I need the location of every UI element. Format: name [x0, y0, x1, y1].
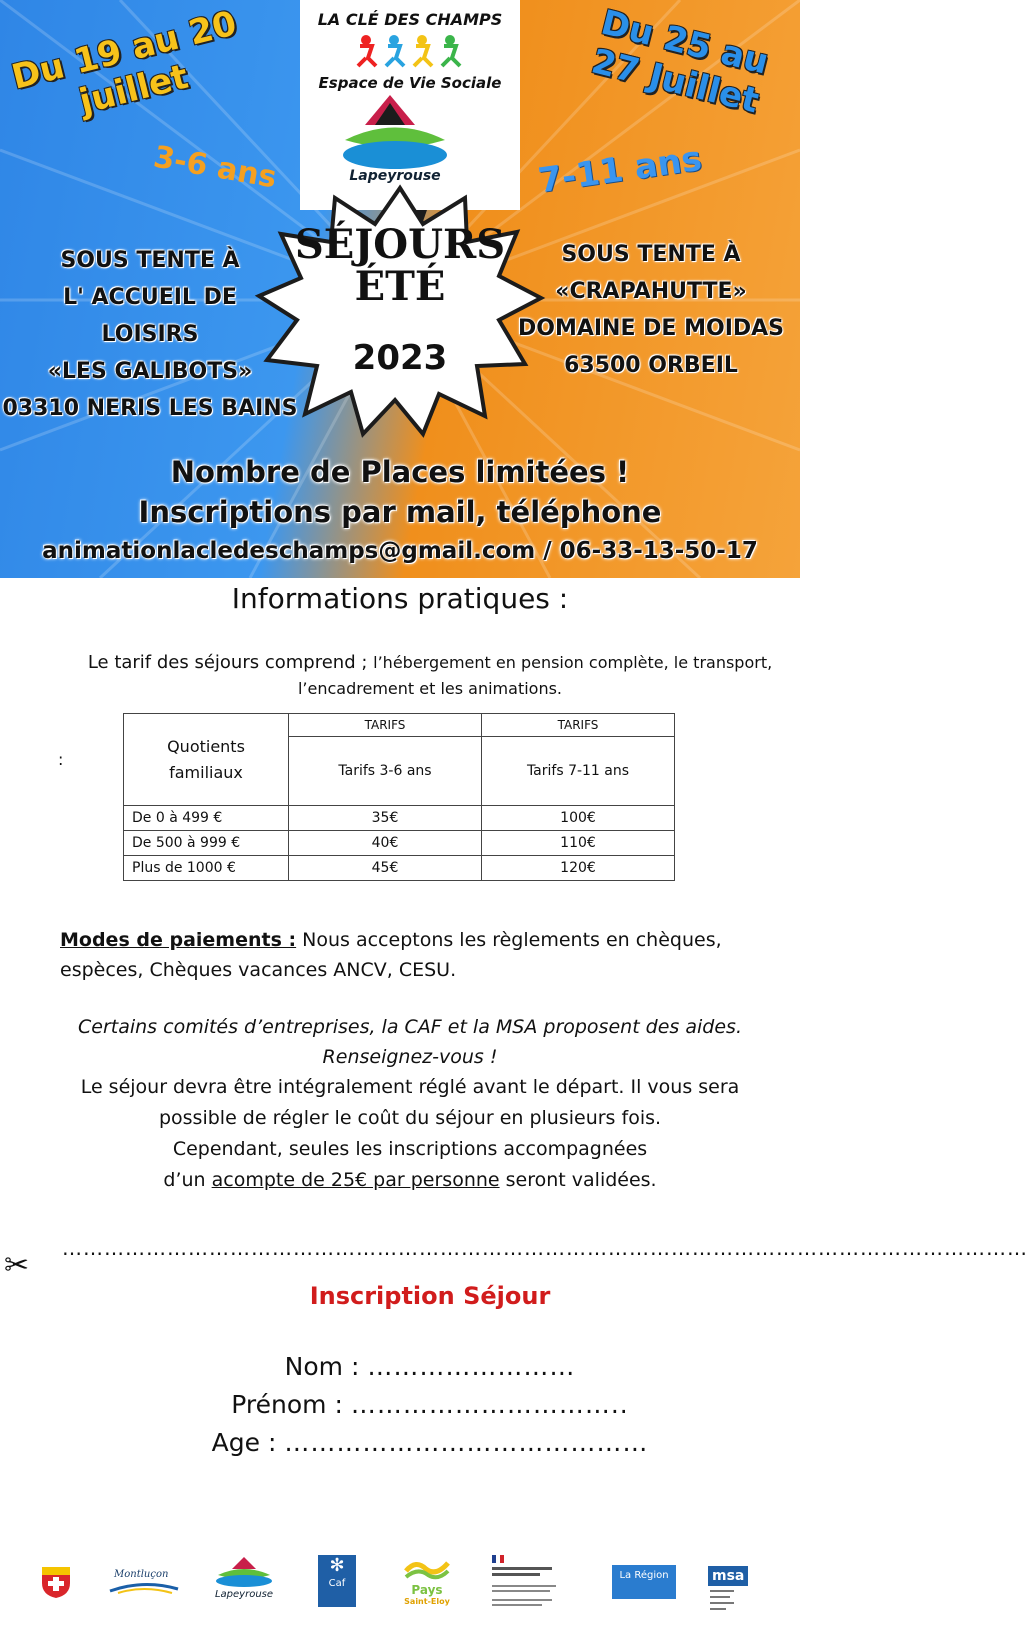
- info-title: Informations pratiques :: [231, 582, 569, 615]
- stay-year: 2023: [352, 338, 448, 378]
- registration-notice: Inscriptions par mail, téléphone: [138, 495, 662, 529]
- row-price-3-6: 35€: [289, 806, 482, 831]
- tarif-intro: [60, 650, 800, 702]
- payment-text: Nous acceptons les règlements en chèques, espèces, Chèques vacances ANCV, CESU.: [60, 929, 722, 981]
- coat-of-arms-icon: [40, 1565, 72, 1599]
- terms-part: d’un: [163, 1169, 212, 1191]
- lapeyrouse-partner-logo: [212, 1555, 276, 1603]
- limited-places-notice: Nombre de Places limitées !: [170, 455, 630, 489]
- location-left-line: LOISIRS: [101, 322, 199, 347]
- header-tarifs-1: TARIFS: [289, 714, 482, 737]
- academie-logo-icon: [492, 1555, 564, 1611]
- age-blank[interactable]: ……………………………………: [284, 1428, 649, 1457]
- row-price-7-11: 110€: [482, 831, 675, 856]
- montlucon-logo-text: Montluçon: [114, 1569, 169, 1580]
- tarif-intro-lead: Le tarif des séjours comprend ;: [87, 652, 374, 673]
- stay-title-line2: ÉTÉ: [354, 263, 446, 310]
- children-logo-icon: [352, 32, 472, 70]
- subheader-7-11: Tarifs 7-11 ans: [482, 737, 675, 806]
- row-price-7-11: 120€: [482, 856, 675, 881]
- event-banner: [0, 0, 800, 578]
- row-price-3-6: 40€: [289, 831, 482, 856]
- header-quotients: Quotients familiaux: [124, 714, 289, 806]
- location-right-line: SOUS TENTE À: [561, 242, 741, 267]
- age-label: Age :: [211, 1428, 285, 1457]
- scissors-icon: ✂: [4, 1248, 30, 1283]
- region-logo: [612, 1565, 676, 1599]
- row-range: De 500 à 999 €: [124, 831, 289, 856]
- pays-sub-text: Saint-Eloy: [404, 1597, 450, 1606]
- age-range-right: 7-11 ans: [535, 138, 705, 202]
- financial-aid-note: [20, 1012, 800, 1072]
- nom-label: Nom :: [284, 1352, 368, 1381]
- lapeyrouse-wordmark: Lapeyrouse: [349, 168, 441, 184]
- caf-logo: [318, 1555, 356, 1607]
- location-right-line: «CRAPAHUTTE»: [555, 279, 747, 304]
- location-right-line: DOMAINE DE MOIDAS: [517, 316, 785, 341]
- stray-colon: :: [58, 750, 64, 769]
- tarif-intro-rest: l’hébergement en pension complète, le transport,: [373, 653, 773, 672]
- prenom-label: Prénom :: [231, 1390, 351, 1419]
- payment-methods: [60, 925, 760, 985]
- contact-line: animationlacledeschamps@gmail.com / 06-33-13-50-17: [42, 538, 758, 564]
- payment-label: Modes de paiements :: [60, 929, 297, 951]
- lapeyrouse-partner-text: Lapeyrouse: [214, 1589, 274, 1600]
- pays-saint-eloy-logo: [404, 1557, 450, 1609]
- pays-saint-eloy-icon: [404, 1557, 450, 1579]
- registration-form-title: Inscription Séjour: [309, 1282, 551, 1310]
- montlucon-logo: [108, 1567, 180, 1597]
- table-row: [124, 806, 675, 831]
- msa-logo: [708, 1565, 770, 1599]
- age-field[interactable]: [0, 1428, 860, 1457]
- region-logo-text: La Région: [619, 1570, 669, 1581]
- caf-snowflake-icon: ✻: [329, 1555, 345, 1576]
- location-left-line: L' ACCUEIL DE: [63, 285, 237, 310]
- stay-title-line1: SÉJOURS: [294, 221, 506, 268]
- subheader-3-6: Tarifs 3-6 ans: [289, 737, 482, 806]
- deposit-amount: acompte de 25€ par personne: [211, 1169, 500, 1191]
- date-left: Du 19 au 20 juillet: [7, 3, 241, 123]
- nom-blank[interactable]: ……………………: [367, 1352, 576, 1381]
- terms-line: Cependant, seules les inscriptions accompagnées: [172, 1138, 648, 1160]
- organization-subtitle: Espace de Vie Sociale: [318, 74, 502, 92]
- row-range: De 0 à 499 €: [124, 806, 289, 831]
- payment-terms: [20, 1072, 800, 1196]
- location-left-line: SOUS TENTE À: [60, 248, 240, 273]
- prenom-field[interactable]: [0, 1390, 860, 1419]
- msa-lines-icon: [708, 1586, 738, 1612]
- table-row: [124, 856, 675, 881]
- header-tarifs-2: TARIFS: [482, 714, 675, 737]
- row-price-7-11: 100€: [482, 806, 675, 831]
- aid-line: Certains comités d’entreprises, la CAF et la MSA proposent des aides.: [78, 1016, 742, 1038]
- partner-logos: [0, 1555, 800, 1625]
- terms-line: possible de régler le coût du séjour en plusieurs fois.: [158, 1107, 662, 1129]
- terms-part: seront validées.: [499, 1169, 657, 1191]
- lapeyrouse-small-logo-icon: [212, 1555, 276, 1589]
- price-table: [123, 713, 675, 881]
- stay-title: [265, 221, 535, 310]
- terms-line: Le séjour devra être intégralement réglé avant le départ. Il vous sera: [80, 1076, 740, 1098]
- row-price-3-6: 45€: [289, 856, 482, 881]
- row-range: Plus de 1000 €: [124, 856, 289, 881]
- location-left-line: «LES GALIBOTS»: [47, 359, 253, 384]
- age-range-left: 3-6 ans: [150, 139, 280, 196]
- tarif-intro-end: l’encadrement et les animations.: [297, 679, 563, 698]
- location-left-line: 03310 NERIS LES BAINS: [2, 396, 298, 421]
- table-header-row: [124, 714, 675, 737]
- terms-line: [20, 1165, 800, 1196]
- starburst-shape: [255, 180, 545, 440]
- organization-title: LA CLÉ DES CHAMPS: [317, 10, 503, 29]
- cut-line: …………………………………………………………………………………………………………………………: [62, 1236, 1028, 1260]
- nom-field[interactable]: [0, 1352, 860, 1381]
- location-right-line: 63500 ORBEIL: [564, 353, 738, 378]
- msa-logo-text: msa: [708, 1566, 748, 1586]
- table-row: [124, 831, 675, 856]
- location-right: [505, 236, 797, 384]
- date-right: Du 25 au 27 Juillet: [587, 2, 773, 122]
- caf-logo-text: Caf: [328, 1578, 346, 1589]
- aid-line: Renseignez-vous !: [322, 1046, 498, 1068]
- prenom-blank[interactable]: …………………………..: [350, 1390, 629, 1419]
- pays-text: Pays: [411, 1583, 443, 1597]
